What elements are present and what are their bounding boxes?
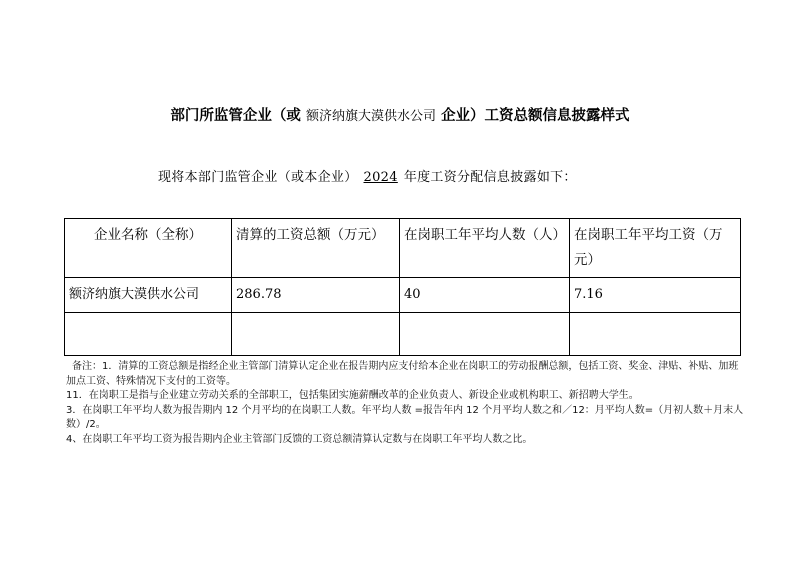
table-header-row <box>65 219 741 278</box>
intro-text <box>158 166 577 185</box>
cell-empty <box>232 313 400 356</box>
cell-empty <box>65 313 232 356</box>
wage-info-table <box>64 218 741 356</box>
table-row <box>65 278 741 313</box>
cell-total-wage: 286.78 <box>232 278 400 313</box>
cell-empty <box>570 313 741 356</box>
intro-year: 2024 <box>363 170 398 185</box>
note-1: 备注：1．清算的工资总额是指经企业主管部门清算认定企业在报告期内应支付给本企业在岗职工的劳动报酬总额，包括工资、奖金、津贴、补贴、加班加点工资、特殊情况下支付的工资等。 <box>66 361 739 387</box>
note-3: 3．在岗职工年平均人数为报告期内 12 个月平均的在岗职工人数。年平均人数 =报告年内 12 个月平均人数之和／12：月平均人数=（月初人数＋月末人数）/2。 <box>66 404 744 431</box>
cell-company-name: 额济纳旗大漠供水公司 <box>65 278 232 313</box>
cell-avg-wage: 7.16 <box>570 278 741 313</box>
table-row-empty <box>65 313 741 356</box>
header-avg-wage: 在岗职工年平均工资（万元） <box>570 219 741 278</box>
title-company: 额济纳旗大漠供水公司 <box>305 109 436 124</box>
notes-section <box>66 360 746 448</box>
cell-avg-staff: 40 <box>400 278 570 313</box>
cell-empty <box>400 313 570 356</box>
note-2: 11．在岗职工是指与企业建立劳动关系的全部职工，包括集团实施薪酬改革的企业负责人、新设企业或机构职工、新招聘大学生。 <box>66 390 639 402</box>
header-company-name: 企业名称（全称） <box>65 219 232 278</box>
title-suffix: 企业）工资总额信息披露样式 <box>441 107 630 124</box>
note-4: 4、在岗职工年平均工资为报告期内企业主管部门反馈的工资总额清算认定数与在岗职工年平均人数之比。 <box>66 433 533 445</box>
header-total-wage: 清算的工资总额（万元） <box>232 219 400 278</box>
title-prefix: 部门所监管企业（或 <box>170 107 301 124</box>
intro-after: 年度工资分配信息披露如下： <box>403 170 577 185</box>
header-avg-staff: 在岗职工年平均人数（人） <box>400 219 570 278</box>
intro-before: 现将本部门监管企业（或本企业） <box>158 170 358 185</box>
page-title <box>0 104 800 125</box>
